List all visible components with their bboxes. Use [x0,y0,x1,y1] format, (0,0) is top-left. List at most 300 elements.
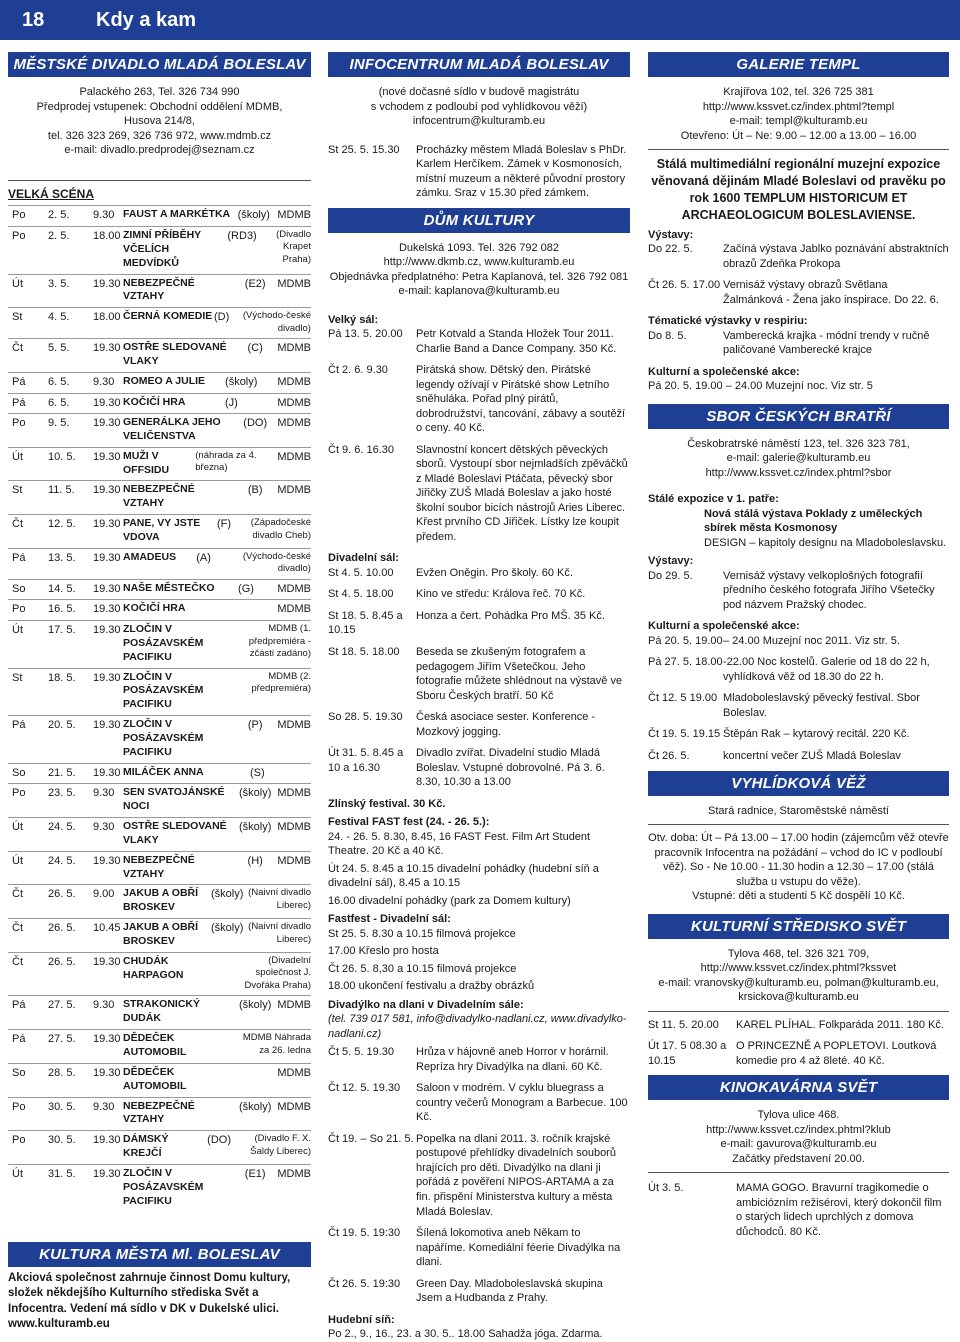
info-line: Předprodej vstupenek: Obchodní oddělení MDMB, [36,100,283,113]
program-date: 23. 5. [48,787,76,800]
program-date: 24. 5. [48,854,76,867]
program-detail [123,229,311,271]
program-detail [123,1032,311,1060]
event-text: Česká asociace sester. Konference - Mozkový jogging. [416,711,596,738]
event-time: Do 29. 5. [648,569,693,582]
program-day: Út [12,277,23,290]
program-audience: (S) [250,766,265,779]
program-table [8,205,311,1211]
page-number: 18 [22,9,45,31]
program-date: 16. 5. [48,603,76,616]
program-title-wrap [123,1133,207,1161]
section-head-kinokavarna: KINOKAVÁRNA SVĚT [648,1075,949,1100]
program-day: Po [12,1100,26,1113]
event-text: Kino ve středu: Králova řeč. 70 Kč. [416,588,586,601]
program-row [8,1063,311,1097]
program-title: NAŠE MĚSTEČKO [123,581,215,594]
event-text: Popelka na dlani 2011. 3. ročník krajské postupové přehlídky divadelních souborů hrajících pro děti. Divadýlko na dlani ji pořádá z pověření NIPOS-ARTAMA a za fin. přispění Ministerstva kultury a města Mladá Boleslav. [416,1132,616,1218]
program-detail [123,820,311,848]
program-date: 2. 5. [48,229,70,242]
program-date: 31. 5. [48,1168,76,1181]
event-line: St 25. 5. 8.30 a 10.15 filmová projekce [328,927,516,940]
program-audience: (náhrada za 4. března) [195,449,257,474]
info-line: Začátky představení 20.00. [732,1152,865,1165]
program-row [8,372,311,393]
page-title: Kdy a kam [96,9,197,31]
program-audience: (školy) [239,820,272,833]
program-row [8,599,311,620]
event-time: St 25. 5. 15.30 [328,143,400,156]
program-title-wrap [123,396,185,411]
program-day: Út [12,1168,23,1181]
program-title-wrap [123,998,233,1026]
info-line: Tylova ulice 468. [757,1109,840,1122]
theatre-info [8,85,311,158]
program-date: 10. 5. [48,450,76,463]
event-text: O PRINCEZNĚ A POPLETOVI. Loutková komedie pro 4 až 8leté. 40 Kč. [736,1040,937,1067]
program-day: St [12,671,23,684]
column-infocentrum [328,52,630,1342]
program-audience: (G) [238,582,254,595]
program-title-wrap [123,887,211,915]
info-line: infocentrum@kulturamb.eu [412,115,546,128]
event-time: Do 8. 5. [648,329,687,342]
program-title-wrap [123,854,233,882]
column-theatre [8,52,311,1333]
program-detail [123,517,311,545]
divider [648,1011,949,1012]
program-venue: (Naivní divadlo Liberec) [248,887,311,911]
program-audience: (školy) [239,1100,272,1113]
program-title-wrap [123,229,227,271]
event-text: MAMA GOGO. Bravurní tragikomedie o ambiciózním režisérovi, který dokončil film o starých lidech uprchlých z domova důchodců. 80 Kč. [736,1182,942,1238]
program-date: 11. 5. [48,484,75,497]
kultura-description: Akciová společnost zahrnuje činnost Domu kultury, složek někdejšího Kulturního střediska Svět a Infocentra. Vedení má sídlo v DK v Dukelské ulici. www.kulturamb.eu [8,1271,291,1331]
program-title-wrap [123,483,233,511]
program-audience: (DO) [207,1134,231,1147]
event-line: 18.00 ukončení festivalu a dražby obrázků [328,980,535,993]
section-head-ks-svet: KULTURNÍ STŘEDISKO SVĚT [648,914,949,939]
program-venue: MDMB [277,484,311,497]
program-day: Po [12,229,26,242]
program-row [8,995,311,1029]
program-audience: (E2) [244,277,266,290]
program-time: 9.30 [93,999,115,1012]
info-line: http://www.kssvet.cz/index.phtml?sbor [705,466,892,479]
event-time: St 18. 5. 18.00 [328,645,400,658]
program-day: Čt [12,518,23,531]
info-line: e-mail: galerie@kulturamb.eu [726,452,871,465]
event-text: Hrůza v hájovně aneb Horror v horárnil. Repríza hry Divadýlka na dlani. 60 Kč. [416,1046,609,1073]
event-row [648,1039,949,1068]
program-row [8,307,311,338]
program-day: Út [12,624,23,636]
program-time: 19.30 [93,1134,121,1147]
program-day: Čt [12,955,23,968]
event-text: Petr Kotvald a Standa Hložek Tour 2011. Charlie Band a Dance Company. 350 Kč. [416,328,617,355]
program-title-wrap [123,955,231,993]
info-line: krsickova@kulturamb.eu [738,991,859,1004]
info-line: e-mail: vranovsky@kulturamb.eu, polman@kulturamb.eu, [658,976,939,989]
event-row [648,569,949,613]
program-venue: MDMB [277,582,311,595]
program-time: 18.00 [93,229,121,242]
program-date: 3. 5. [48,277,70,290]
program-day: Pá [12,1033,26,1046]
info-line: http://www.kssvet.cz/index.phtml?templ [702,100,895,113]
event-row [648,749,949,764]
program-detail [123,208,311,223]
event-time: Pá 20. 5. 19.00 [648,634,723,647]
info-line: http://www.kssvet.cz/index.phtml?klub [706,1123,891,1136]
program-row [8,548,311,579]
program-title-wrap [123,310,212,335]
info-line: Husova 214/8, [124,115,195,128]
program-detail [123,310,311,335]
program-detail [123,277,311,305]
program-venue: MDMB Náhrada za 26. ledna [242,1032,311,1056]
program-title: NEBEZPEČNÉ VZTAHY [123,853,195,880]
program-title-wrap [123,671,233,713]
event-row [328,327,630,356]
info-line: Palackého 263, Tel. 326 734 990 [79,86,240,98]
program-title-wrap [123,602,185,617]
event-row [328,1277,630,1306]
event-time: Čt 2. 6. 9.30 [328,364,388,377]
label-tematicke: Tématické výstavky v respiriu: [648,315,808,328]
program-audience: (F) [216,518,231,531]
program-time: 9.30 [93,787,115,800]
program-title: DÁMSKÝ KREJČÍ [123,1133,169,1160]
label-kulturni-akce-sbor: Kulturní a společenské akce: [648,620,800,633]
program-time: 19.30 [93,342,121,355]
section-head-sbor: SBOR ČESKÝCH BRATŘÍ [648,404,949,429]
program-time: 19.30 [93,766,121,779]
program-date: 6. 5. [48,376,70,388]
program-time: 19.30 [93,551,121,564]
program-detail [123,718,311,760]
event-row [328,1132,630,1219]
program-detail [123,1100,311,1128]
stage-title: VELKÁ SCÉNA [8,186,95,201]
event-time: St 11. 5. 20.00 [648,1018,719,1031]
program-time: 18.00 [93,311,121,324]
program-date: 21. 5. [48,766,76,779]
events-ks-svet [648,1018,949,1069]
program-title-wrap [123,277,233,305]
info-line: s vchodem z podloubí pod vyhlídkovou věží) [370,100,588,113]
program-audience: (školy) [239,787,272,800]
program-day: Pá [12,999,26,1012]
event-line: Čt 26. 5. 8,30 a 10.15 filmová projekce [328,962,517,975]
program-day: Po [12,603,26,616]
program-row [8,763,311,784]
program-time: 19.30 [93,582,121,595]
expozice-item: DESIGN – kapitoly designu na Mladoboleslavsku. [704,536,947,549]
info-line: e-mail: divadlo.predprodej@seznam.cz [64,144,255,157]
program-detail [123,766,311,781]
program-title: DĚDEČEK AUTOMOBIL [123,1065,187,1092]
program-title-wrap [123,718,233,760]
program-detail [123,887,311,915]
program-detail [123,998,311,1026]
event-row [328,1045,630,1074]
program-time: 9.30 [93,820,115,833]
events-velky-sal [328,327,630,544]
divider [648,824,949,825]
info-line: Tylova 468, tel. 326 321 709, [727,947,870,960]
event-row [328,566,630,581]
program-audience: (školy) [211,922,244,935]
program-date: 18. 5. [48,671,76,684]
program-date: 30. 5. [48,1134,76,1147]
divider [8,180,311,181]
event-row [648,1181,949,1239]
program-row [8,447,311,481]
program-time: 19.30 [93,450,121,463]
program-date: 6. 5. [48,396,70,409]
event-time: Čt 12. 5 19.00 [648,692,718,705]
event-row [328,609,630,638]
expozice-item: Nová stálá výstava Poklady z uměleckých sbírek města Kosmonosy [704,507,923,535]
program-audience: (školy) [237,209,270,222]
program-time: 19.30 [93,518,121,531]
program-title-wrap [123,766,204,781]
program-time: 19.30 [93,484,121,497]
program-row [8,620,311,668]
info-line: http://www.dkmb.cz, www.kulturamb.eu [383,256,575,269]
events-vystavy [648,242,949,307]
event-line: 16.00 divadelní pohádky (park za Domem kultury) [328,894,571,907]
program-day: Čt [12,922,23,935]
program-venue: MDMB [277,999,311,1012]
program-title: GENERÁLKA JEHO VELIČENSTVA [123,416,221,442]
program-venue: MDMB (2. předpremiéra) [251,670,311,695]
program-row [8,514,311,548]
event-text: KAREL PLÍHAL. Folkparáda 2011. 180 Kč. [736,1018,944,1031]
program-detail [123,450,311,478]
event-text: Evžen Oněgin. Pro školy. 60 Kč. [416,566,573,579]
section-head-theatre: MĚSTSKÉ DIVADLO MLADÁ BOLESLAV [8,52,311,77]
program-day: Út [12,854,23,867]
galerie-highlight: Stálá multimediální regionální muzejní expozice věnovaná dějinám Mladé Boleslavi od pravěku po rok 1600 TEMPLUM HISTORICUM ET ARCHAEOLOGICUM BOLESLAVIENSE. [651,157,946,222]
program-row [8,1164,311,1212]
program-venue: MDMB [277,417,311,430]
program-title: STRAKONICKÝ DUDÁK [123,998,201,1025]
program-day: Čt [12,888,23,901]
event-time: Út 17. 5 08.30 a 10.15 [648,1040,727,1067]
muzejni-noc: Pá 20. 5. 19.00 – 24.00 Muzejní noc. Viz str. 5 [648,380,873,393]
event-time: Čt 19. – So 21. 5. [328,1132,414,1145]
label-divadylko: Divadýlko na dlani v Divadelním sále: [328,998,524,1011]
program-title-wrap [123,450,195,478]
program-row [8,226,311,274]
program-day: Po [12,417,26,430]
program-row [8,817,311,851]
program-date: 24. 5. [48,820,76,833]
program-title-wrap [123,517,217,545]
program-date: 27. 5. [48,1033,76,1046]
event-time: Čt 9. 6. 16.30 [328,443,395,456]
program-venue: MDMB [277,1066,311,1079]
program-title-wrap [123,551,176,576]
program-title: ZIMNÍ PŘÍBĚHY VČELÍCH MEDVÍDKŮ [123,228,201,269]
program-detail [123,854,311,882]
program-venue: (Naivní divadlo Liberec) [248,921,311,945]
program-row [8,413,311,447]
program-detail [123,483,311,511]
events-divadylko [328,1045,630,1305]
program-venue: MDMB [277,277,311,290]
program-row [8,1130,311,1164]
event-text: Procházky městem Mladá Boleslav s PhDr. Karlem Herčíkem. Zámek v Kosmonosích, místní muzeum a některé původní prostory zámku. Sraz v 15.30 před zámkem. [416,143,627,200]
event-time: St 18. 5. 8.45 a 10.15 [328,609,403,637]
program-date: 30. 5. [48,1100,76,1113]
event-line: 17.00 Křeslo pro hosta [328,945,439,958]
program-title-wrap [123,375,205,390]
section-head-dum-kultury: DŮM KULTURY [328,208,630,233]
info-line: tel. 326 323 269, 326 736 972, www.mdmb.cz [47,129,272,142]
program-venue: MDMB (1. předpremiéra - zčásti zadáno) [248,623,311,660]
event-row [648,1018,949,1033]
event-time: Čt 26. 5. [648,750,690,762]
event-row [648,242,949,271]
program-detail [123,921,311,949]
program-venue: MDMB [277,376,311,388]
event-time: Čt 12. 5. 19.30 [328,1082,401,1095]
program-title: KOČIČÍ HRA [123,395,186,408]
label-fastfest-divadelni: Fastfest - Divadelní sál: [328,913,451,926]
program-row [8,205,311,226]
vez-hours: Otv. doba: Út – Pá 13.00 – 17.00 hodin (zájemcům věž otevře pracovník Infocentra na požádání – vchod do IC v podloubí věž). So - Ne 10.00 - 11.30 hodin a 12.30 – 17.00 (stálá služba u vstupu do věže). [648,832,949,888]
program-time: 19.30 [93,624,121,636]
program-title-wrap [123,341,233,369]
program-title: ZLOČIN V POSÁZAVSKÉM PACIFIKU [123,670,204,711]
program-day: Út [12,450,23,463]
program-title: NEBEZPEČNÉ VZTAHY [123,483,195,510]
section-head-infocentrum: INFOCENTRUM MLADÁ BOLESLAV [328,52,630,77]
info-line: Objednávka předplatného: Petra Kaplanová, tel. 326 792 081 [329,270,629,283]
program-title: FAUST A MARKÉTKA [123,208,231,221]
sbor-info [648,437,949,481]
info-line: Českobratrské náměstí 123, tel. 326 323 781, [687,437,910,450]
program-date: 17. 5. [48,624,76,636]
info-line: Otevřeno: Út – Ne: 9.00 – 12.00 a 13.00 – 16.00 [680,129,917,142]
program-date: 27. 5. [48,999,76,1012]
section-head-kultura: KULTURA MĚSTA Ml. BOLESLAV [8,1242,311,1267]
event-text: Vernisáž výstavy obrazů Světlana Žalmánková - Žena jako inspirace. Do 22. 6. [723,279,939,306]
info-line: Krajířova 102, tel. 326 725 381 [723,86,874,98]
program-audience: (P) [247,719,263,732]
event-time: St 4. 5. 18.00 [328,588,394,601]
program-venue: MDMB [277,603,311,616]
info-line: e-mail: templ@kulturamb.eu [729,115,868,128]
events-divadelni-sal [328,566,630,790]
program-detail [123,582,311,597]
divadylko-contact: (tel. 739 017 581, info@divadylko-nadlani.cz, www.divadylko-nadlani.cz) [328,1013,627,1040]
vez-price: Vstupné: děti a studenti 5 Kč dospělí 10 Kč. [692,890,905,903]
program-title-wrap [123,1167,233,1209]
page-header [0,0,960,40]
program-day: Pá [12,376,26,388]
program-date: 5. 5. [48,342,70,355]
program-audience: (DO) [243,417,268,430]
program-title: AMADEUS [123,550,177,563]
program-title-wrap [123,416,233,444]
program-venue: MDMB [277,787,311,800]
event-time: Út 3. 5. [648,1182,684,1195]
program-time: 19.30 [93,396,121,409]
program-title-wrap [123,1100,233,1128]
program-row [8,1097,311,1131]
program-venue: (Východo-české divadlo) [242,550,311,575]
event-text: Honza a čert. Pohádka Pro MŠ. 35 Kč. [416,609,605,622]
event-time: Pá 13. 5. 20.00 [328,328,403,341]
program-title: OSTŘE SLEDOVANÉ VLAKY [123,341,227,368]
event-text: Štěpán Rak – kytarový recitál. 220 Kč. [723,728,910,741]
event-time: Čt 26. 5. 17.00 [648,279,721,292]
program-day: Po [12,1134,26,1147]
event-time: Čt 26. 5. 19:30 [328,1277,401,1290]
event-time: Čt 19. 5. 19.15 [648,728,721,741]
dk-info [328,241,630,299]
ks-svet-info [648,947,949,1005]
program-venue: (Divadlo F. X. Šaldy Liberec) [250,1133,311,1157]
program-day: Pá [12,396,26,409]
program-detail [123,602,311,617]
program-title: ZLOČIN V POSÁZAVSKÉM PACIFIKU [123,623,204,663]
program-row [8,338,311,372]
program-title-wrap [123,921,211,949]
program-title-wrap [123,1066,233,1094]
program-day: Čt [12,342,23,355]
label-divadelni-sal: Divadelní sál: [328,552,399,565]
program-date: 4. 5. [48,311,70,324]
program-time: 9.30 [93,1100,115,1113]
program-detail [123,551,311,576]
event-text: koncertní večer ZUŠ Mladá Boleslav [723,750,901,762]
program-venue: MDMB [277,1168,311,1181]
program-day: St [12,311,23,324]
event-row [328,645,630,703]
program-day: Po [12,209,26,222]
program-venue: MDMB [277,820,311,833]
column-galerie [648,52,949,1246]
program-day: Pá [12,719,26,732]
program-title-wrap [123,820,233,848]
event-time: St 4. 5. 10.00 [328,566,394,579]
program-detail [123,1167,311,1209]
program-date: 26. 5. [48,922,76,935]
event-row [648,634,949,649]
program-detail [123,1066,311,1094]
program-row [8,668,311,716]
event-row [328,1081,630,1125]
program-title: JAKUB A OBŘÍ BROSKEV [123,887,199,914]
program-detail [123,671,311,713]
program-detail [123,955,311,993]
program-time: 19.30 [93,1033,121,1046]
program-date: 12. 5. [48,518,76,531]
info-line: Dukelská 1093. Tel. 326 792 082 [398,241,560,254]
label-zlinsky: Zlínský festival. 30 Kč. [328,797,446,810]
program-title-wrap [123,208,230,223]
program-venue: MDMB [277,854,311,867]
program-day: So [12,1066,26,1079]
event-row [648,691,949,720]
events-fastfest [328,830,630,909]
info-line: e-mail: gavurova@kulturamb.eu [720,1138,877,1151]
